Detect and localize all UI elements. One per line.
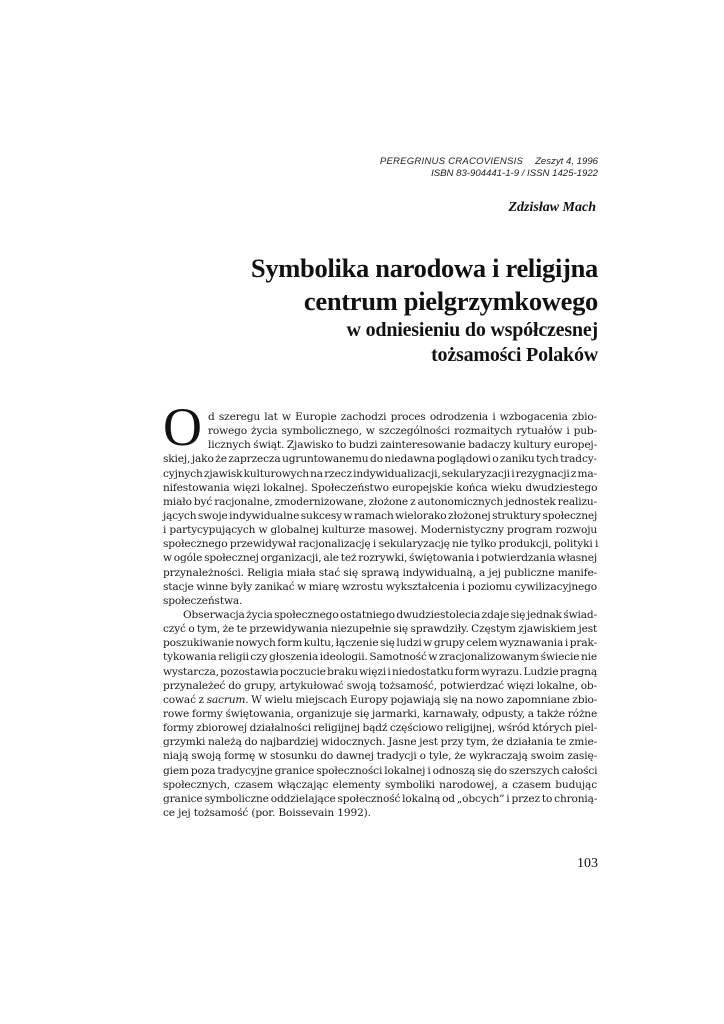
body-line: giem poza tradycyjne granice społeczności lokalnej i odnoszą się do szerszych całości: [163, 764, 598, 777]
body-line: i partycypujących w globalnej kulturze masowej. Modernistyczny program rozwoju: [163, 524, 597, 537]
journal-issue: Zeszyt 4, 1996: [535, 156, 598, 167]
journal-header: [380, 156, 598, 179]
italic-term: sacrum: [206, 693, 246, 706]
title-line-4: tożsamości Polaków: [431, 344, 598, 366]
body-line: rowego życia symbolicznego, w szczególności rozmaitych rytuałów i pub-: [208, 425, 597, 438]
body-line: nifestowania więzi lokalnej. Społeczeństwo europejskie końca wieku dwudziestego: [163, 481, 598, 494]
title-line-3: w odniesieniu do współczesnej: [346, 319, 598, 341]
body-line: niają swoją formę w stosunku do dawnej tradycji o tyle, że wykraczają swoim zasię-: [163, 750, 597, 763]
body-line: społeczeństwa.: [163, 594, 243, 607]
body-line: grzymki należą do najbardziej widocznych. Jasne jest przy tym, że działania te zmie-: [163, 736, 597, 749]
body-line: czyć o tym, że te przewidywania niezupełnie się sprawdziły. Częstym zjawiskiem jest: [163, 623, 598, 636]
title-line-2: centrum pielgrzymkowego: [303, 286, 598, 316]
body-line: w ogóle społecznej organizacji, ale też rozrywki, świętowania i potwierdzania własnej: [163, 552, 597, 565]
body-line: Obserwacja życia społecznego ostatniego dwudziestolecia zdaje się jednak świad-: [183, 608, 597, 621]
body-text: . W wielu miejscach Europy pojawiają się na nowo zapomniane zbio-: [245, 693, 598, 706]
body-line: wystarcza, pozostawia poczucie braku więzi i niedostatku form wyrazu. Ludzie pragną: [163, 665, 597, 678]
journal-isbn: ISBN 83-904441-1-9 / ISSN 1425-1922: [431, 167, 598, 179]
paragraph-1: [163, 410, 597, 608]
article-body: [163, 410, 597, 820]
article-title: [251, 252, 598, 368]
body-line: granice symboliczne oddzielające społeczność lokalną od „obcych” i przez to chronią-: [163, 792, 598, 805]
body-line: społecznych, czasem włączając elementy symboliki narodowej, a czasem budując: [163, 778, 597, 791]
body-line: ce jej tożsamość (por. Boissevain 1992).: [163, 806, 371, 819]
body-line: tykowania religii czy głoszenia ideologii. Samotność w zracjonalizowanym świecie nie: [163, 651, 597, 664]
paragraph-2: [163, 608, 597, 820]
body-line: skiej, jako że zaprzecza ugruntowanemu do niedawna poglądowi o zaniku tych tradcy-: [163, 453, 597, 466]
body-line: cyjnych zjawisk kulturowych na rzecz indywidualizacji, sekularyzacji i rezygnacji z ma-: [163, 467, 597, 480]
body-line: d szeregu lat w Europie zachodzi proces odrodzenia i wzbogacenia zbio-: [208, 411, 597, 423]
body-line: społecznego przewidywał racjonalizację i sekularyzację nie tylko produkcji, polityki i: [163, 538, 599, 551]
header-line-1: [380, 156, 598, 168]
body-line: jących swoje indywidualne sukcesy w ramach wielorako złożonej struktury społecznej: [163, 509, 598, 522]
body-text: cować z: [163, 693, 207, 706]
body-line: formy zbiorowej działalności religijnej bądź częściowo religijnej, wśród których piel-: [163, 722, 598, 735]
body-line-with-italic: [163, 693, 597, 707]
author-name: Zdzisław Mach: [508, 200, 596, 215]
title-line-1: Symbolika narodowa i religijna: [250, 253, 598, 283]
journal-series: PEREGRINUS CRACOVIENSIS: [379, 156, 524, 167]
body-line: miało być racjonalne, zmodernizowane, złożone z autonomicznych jednostek realizu-: [163, 495, 597, 508]
page-number: 103: [577, 856, 598, 871]
body-line: poszukiwanie nowych form kultu, łączenie się ludzi w grupy celem wyznawania i prak-: [163, 637, 597, 650]
body-line: przynależności. Religia miała stać się sprawą indywidualną, a jej publiczne manife-: [163, 566, 597, 579]
body-line: przynależeć do grupy, artykułować swoją tożsamość, potwierdzać więzi lokalne, ob-: [163, 679, 597, 692]
drop-cap: O: [163, 397, 202, 457]
body-line: licznych świąt. Zjawisko to budzi zainteresowanie badaczy kultury europej-: [208, 439, 597, 452]
body-line: stacje winne były zanikać w miarę wzrostu wykształcenia i poziomu cywilizacyjnego: [163, 580, 597, 593]
body-line: rowe formy świętowania, organizuje się jarmarki, karnawały, odpusty, a także różne: [163, 707, 598, 720]
